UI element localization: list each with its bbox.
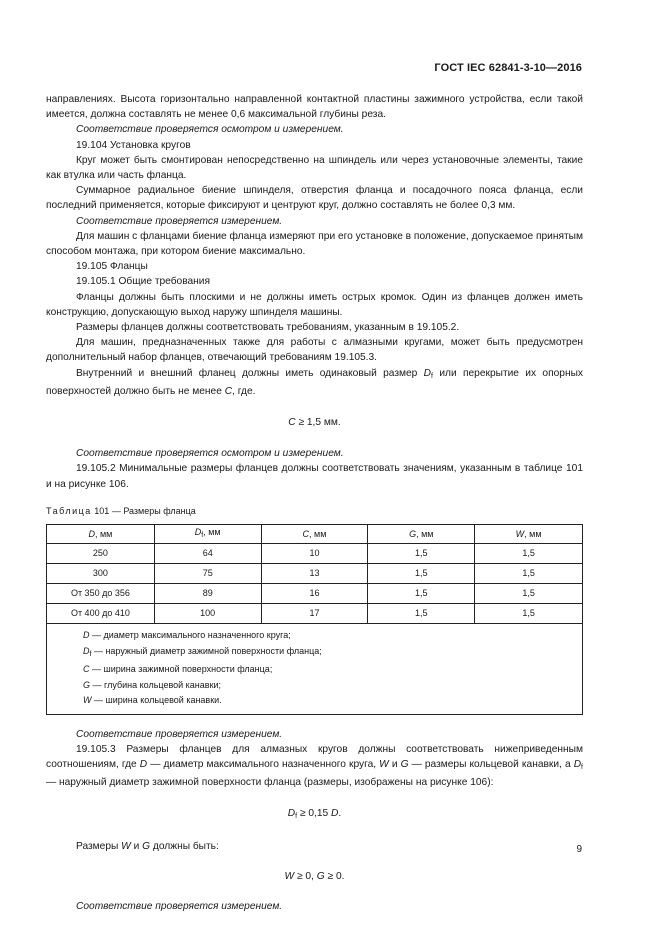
table-cell: 16 bbox=[261, 584, 368, 604]
paragraph: Суммарное радиальное биение шпинделя, отверстия фланца и посадочного пояса фланца, если последний применяется, которые фиксируют и центруют круг, должно составлять не более 0,3 мм. bbox=[46, 185, 583, 212]
table-row bbox=[47, 544, 583, 564]
table-cell: 13 bbox=[261, 564, 368, 584]
header-d: D, мм bbox=[47, 525, 155, 544]
legend-item-w: W — ширина кольцевой канавки. bbox=[83, 695, 222, 706]
standard-designation: ГОСТ IEC 62841-3-10—2016 bbox=[434, 62, 582, 74]
page-body bbox=[46, 92, 583, 914]
legend-item-g: G — глубина кольцевой канавки; bbox=[83, 679, 222, 690]
table-cell: 10 bbox=[261, 544, 368, 564]
paragraph: Размеры фланцев должны соответствовать требованиям, указанным в 19.105.2. bbox=[76, 322, 460, 334]
legend-item-df: $D_f$ — наружный диаметр зажимной поверхности фланца; bbox=[83, 645, 322, 658]
table-caption: Таблица 101 — Размеры фланца bbox=[46, 505, 196, 516]
table-cell: 1,5 bbox=[475, 544, 583, 564]
table-cell: От 350 до 356 bbox=[47, 584, 155, 604]
table-cell: 75 bbox=[154, 564, 261, 584]
table-cell: От 400 до 410 bbox=[47, 604, 155, 624]
header-g: G, мм bbox=[368, 525, 475, 544]
paragraph: Для машин, предназначенных также для работы с алмазными кругами, может быть предусмотрен дополнительный набор фланцев, отвечающий требованиям 19.105.3. bbox=[46, 337, 583, 364]
paragraph-continued: направлениях. Высота горизонтально направленной контактной пластины зажимного устройства, если такой имеется, должна составлять не менее 0,6 максимальной глубины реза. bbox=[46, 94, 583, 121]
table-cell: 1,5 bbox=[368, 544, 475, 564]
paragraph-df: Внутренний и внешний фланец должны иметь одинаковый размер $D_f$ или перекрытие их опорных поверхностей должно быть не менее C, где. bbox=[46, 367, 583, 397]
table-row bbox=[47, 584, 583, 604]
table-row bbox=[47, 564, 583, 584]
table-cell: 1,5 bbox=[368, 584, 475, 604]
clause-heading-19-105-1: 19.105.1 Общие требования bbox=[76, 276, 210, 288]
table-cell: 1,5 bbox=[475, 584, 583, 604]
page-number: 9 bbox=[576, 844, 582, 855]
table-cell: 1,5 bbox=[368, 564, 475, 584]
table-cell: 89 bbox=[154, 584, 261, 604]
compliance-check: Соответствие проверяется измерением. bbox=[76, 901, 283, 913]
legend-item-d: D — диаметр максимального назначенного круга; bbox=[83, 630, 291, 641]
header-c: C, мм bbox=[261, 525, 368, 544]
flange-dimensions-table bbox=[46, 524, 583, 715]
clause-19-105-2: 19.105.2 Минимальные размеры фланцев должны соответствовать значениям, указанным в таблице 101 и на рисунке 106. bbox=[46, 463, 583, 490]
formula-c: C ≥ 1,5 мм. bbox=[288, 417, 341, 429]
table-cell: 300 bbox=[47, 564, 155, 584]
table-cell: 250 bbox=[47, 544, 155, 564]
formula-wg: W ≥ 0, G ≥ 0. bbox=[284, 871, 345, 882]
clause-19-105-3: 19.105.3 Размеры фланцев для алмазных кругов должны соответствовать нижеприведенным соотношениям, где D — диаметр максимального назначенного круга, W и G — размеры кольцевой канавки, а $D_f$ — наружный диаметр зажимной поверхности фланца (размеры, изображены на рисунке 106): bbox=[46, 743, 583, 789]
clause-heading-19-104: 19.104 Установка кругов bbox=[76, 139, 191, 151]
table-cell: 17 bbox=[261, 604, 368, 624]
paragraph: Для машин с фланцами биение фланца измеряют при его установке в положение, допускаемое принятым способом монтажа, при котором биение максимально. bbox=[46, 230, 584, 258]
compliance-check: Соответствие проверяется измерением. bbox=[76, 728, 283, 740]
clause-heading-19-105: 19.105 Фланцы bbox=[76, 261, 148, 273]
table-cell: 100 bbox=[154, 604, 261, 624]
header-df: $D_f$, мм bbox=[154, 525, 261, 544]
compliance-check: Соответствие проверяется измерением. bbox=[76, 215, 283, 227]
table-legend bbox=[47, 624, 583, 715]
table-cell: 1,5 bbox=[475, 564, 583, 584]
legend-item-c: C — ширина зажимной поверхности фланца; bbox=[83, 664, 273, 675]
table-header-row bbox=[47, 525, 583, 544]
header-w: W, мм bbox=[475, 525, 583, 544]
table-cell: 1,5 bbox=[475, 604, 583, 624]
paragraph-wg: Размеры W и G должны быть: bbox=[76, 840, 219, 852]
paragraph: Фланцы должны быть плоскими и не должны иметь острых кромок. Один из фланцев должен иметь конструкцию, допускающую выход наружу шпинделя машины. bbox=[46, 291, 583, 318]
compliance-check: Соответствие проверяется осмотром и измерением. bbox=[76, 448, 344, 460]
paragraph: Круг может быть смонтирован непосредственно на шпиндель или через установочные элементы, такие как втулка или часть фланца. bbox=[46, 154, 583, 182]
table-cell: 64 bbox=[154, 544, 261, 564]
table-cell: 1,5 bbox=[368, 604, 475, 624]
formula-df: $D_f \ge 0,15$ D. bbox=[287, 807, 342, 820]
table-row bbox=[47, 604, 583, 624]
compliance-check: Соответствие проверяется осмотром и измерением. bbox=[76, 124, 344, 136]
table-legend-row bbox=[47, 624, 583, 715]
